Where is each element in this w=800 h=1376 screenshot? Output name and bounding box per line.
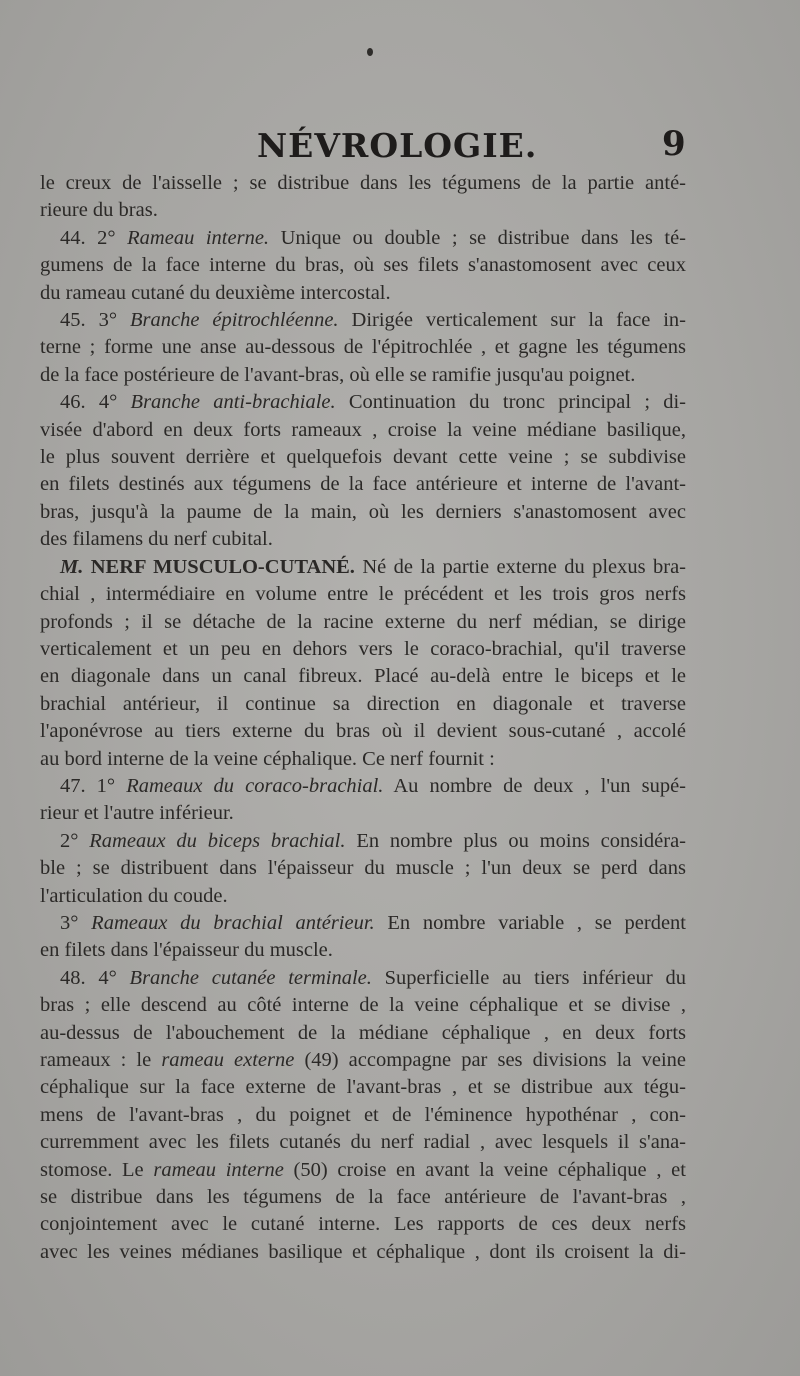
inline-term: rameau interne	[153, 1158, 284, 1181]
text-line: le creux de l'aisselle ; se distribue dans les tégumens de la partie anté-	[40, 172, 686, 194]
text-line: bras ; elle descend au côté interne de la veine céphalique et se divise ,	[40, 994, 686, 1017]
text-line: au bord interne de la veine céphalique. Ce nerf fournit :	[40, 747, 495, 770]
text-line: curremment avec les filets cutanés du nerf radial , avec lesquels il s'ana-	[40, 1131, 686, 1154]
text-run: Né de la partie externe du plexus bra-	[354, 555, 686, 578]
text-line: rieure du bras.	[40, 199, 158, 222]
section-label: Rameaux du coraco-brachial.	[126, 774, 384, 797]
text-line	[40, 1047, 686, 1074]
text-run: Unique ou double ; se distribue dans les té-	[269, 226, 686, 249]
text-run: (49) accompagne par ses divisions la veine	[294, 1049, 686, 1071]
text-run: Continuation du tronc principal ; di-	[335, 391, 687, 414]
text-line: ble ; se distribuent dans l'épaisseur du muscle ; l'un deux se perd dans	[40, 857, 686, 880]
inline-term: rameau externe	[161, 1049, 295, 1071]
text-run: Dirigée verticalement sur la face in-	[338, 309, 687, 332]
text-line: en filets destinés aux tégumens de la face antérieure et interne de l'avant-	[40, 473, 686, 496]
text-line: du rameau cutané du deuxième intercostal.	[40, 281, 391, 304]
text-line: gumens de la face interne du bras, où ses filets s'anastomosent avec ceux	[40, 254, 686, 277]
paragraph-number: 45. 3°	[60, 309, 118, 332]
text-line: l'aponévrose au tiers externe du bras où il devient sous-cutané , accolé	[40, 720, 686, 743]
body-text	[40, 170, 686, 1266]
text-line: se distribue dans les tégumens de la face antérieure de l'avant-bras ,	[40, 1186, 686, 1209]
page-header	[0, 122, 800, 166]
text-run: En nombre variable , se perdent	[374, 911, 687, 934]
section-label: Rameaux du brachial antérieur.	[91, 911, 375, 934]
text-line	[40, 307, 686, 334]
running-title: NÉVROLOGIE.	[257, 126, 538, 165]
text-line: le plus souvent derrière et quelquefois devant cette veine ; se subdivise	[40, 446, 686, 469]
text-line: l'articulation du coude.	[40, 884, 228, 907]
text-line	[40, 965, 686, 992]
text-line: verticalement et un peu en dehors vers le coraco-brachial, qu'il traverse	[40, 637, 686, 660]
text-line: rieur et l'autre inférieur.	[40, 802, 234, 825]
text-line: céphalique sur la face externe de l'avant-bras , et se distribue aux tégu-	[40, 1076, 686, 1099]
text-line	[40, 225, 686, 252]
text-line: avec les veines médianes basilique et céphalique , dont ils croisent la di-	[40, 1240, 686, 1263]
text-line: visée d'abord en deux forts rameaux , croise la veine médiane basilique,	[40, 418, 686, 441]
section-heading: NERF MUSCULO-CUTANÉ.	[90, 555, 355, 578]
text-line: chial , intermédiaire en volume entre le précédent et les trois gros nerfs	[40, 583, 686, 606]
text-line	[40, 389, 686, 416]
text-run: stomose. Le	[40, 1158, 154, 1181]
paragraph-number: 3°	[60, 911, 79, 934]
section-label: Branche épitrochléenne.	[129, 309, 339, 332]
section-label: Branche cutanée terminale.	[129, 966, 372, 989]
text-line: bras, jusqu'à la paume de la main, où les derniers s'anastomosent avec	[40, 500, 686, 523]
text-line	[40, 910, 686, 937]
section-label: Rameaux du biceps brachial.	[89, 829, 346, 852]
text-line: profonds ; il se détache de la racine externe du nerf médian, se dirige	[40, 610, 686, 633]
text-line	[40, 1157, 686, 1184]
paragraph-number: 48. 4°	[60, 966, 117, 989]
text-line: des filamens du nerf cubital.	[40, 528, 273, 551]
text-run: rameaux : le	[40, 1049, 162, 1071]
text-line: terne ; forme une anse au-dessous de l'épitrochlée , et gagne les tégumens	[40, 336, 686, 359]
text-line: en filets dans l'épaisseur du muscle.	[40, 939, 333, 962]
text-line: mens de l'avant-bras , du poignet et de l'éminence hypothénar , con-	[40, 1103, 686, 1126]
text-line: brachial antérieur, il continue sa direction en diagonale et traverse	[40, 692, 686, 715]
section-label: Branche anti-brachiale.	[130, 391, 336, 414]
paragraph-number: 46. 4°	[60, 391, 118, 414]
page-number: 9	[662, 124, 686, 164]
text-line: conjointement avec le cutané interne. Les rapports de ces deux nerfs	[40, 1213, 686, 1236]
paragraph-letter: M.	[60, 555, 84, 578]
text-line: en diagonale dans un canal fibreux. Placé au-delà entre le biceps et le	[40, 665, 686, 688]
text-line	[40, 828, 686, 855]
text-line: au-dessus de l'abouchement de la médiane céphalique , en deux forts	[40, 1021, 686, 1044]
paragraph-number: 44. 2°	[60, 226, 116, 249]
text-run: Au nombre de deux , l'un supé-	[383, 774, 686, 797]
paragraph-number: 2°	[60, 829, 79, 852]
paragraph-number: 47. 1°	[60, 774, 116, 797]
text-run: En nombre plus ou moins considéra-	[345, 829, 686, 852]
text-line: de la face postérieure de l'avant-bras, où elle se ramifie jusqu'au poignet.	[40, 363, 636, 386]
text-run: Superficielle au tiers inférieur du	[371, 966, 686, 989]
ink-speck	[367, 48, 373, 56]
text-line	[40, 554, 686, 581]
text-line	[40, 773, 686, 800]
section-label: Rameau interne.	[127, 226, 270, 249]
text-run: (50) croise en avant la veine céphalique , et	[283, 1158, 686, 1181]
